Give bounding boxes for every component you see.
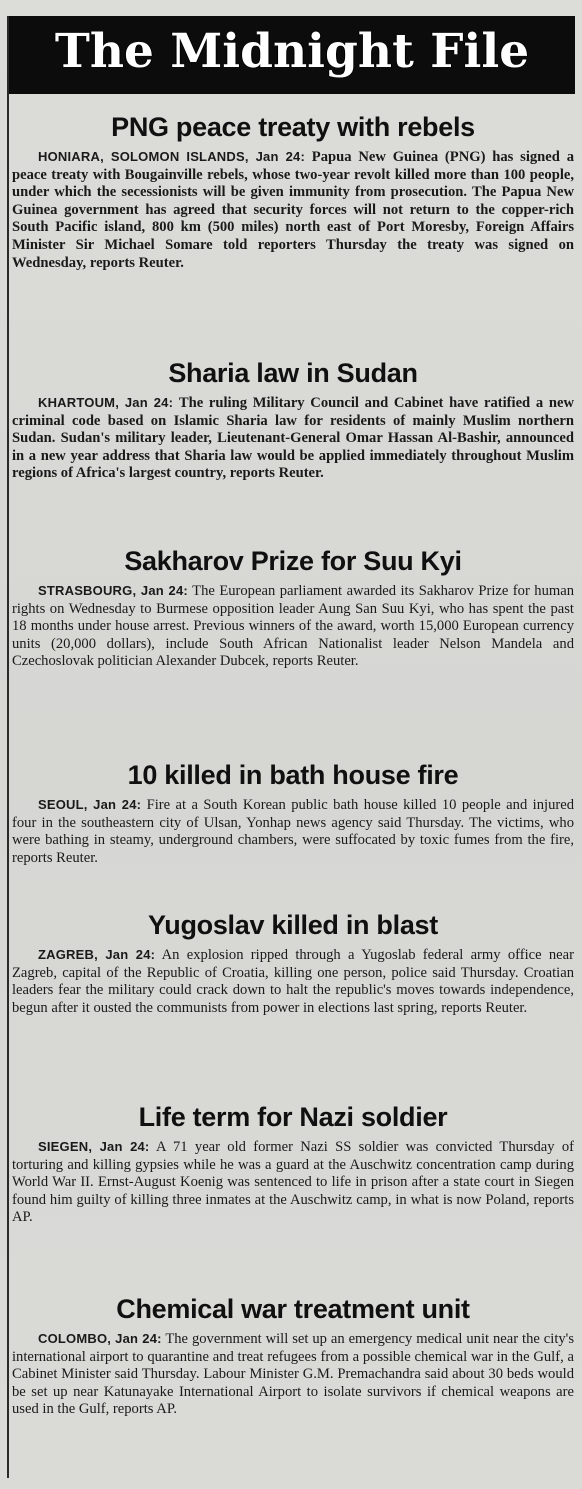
news-story: [12, 356, 574, 483]
story-dateline: SEOUL, Jan 24:: [38, 797, 142, 812]
story-body: [12, 1330, 574, 1419]
story-text: The European parliament awarded its Sakharov Prize for human rights on Wednesday to Burmese opposition leader Aung San Suu Kyi, who has spent the past 18 months under house arrest. Previous winners of the award, worth 15,000 European currency units (20,000 dollars), include South African Nationalist leader Nelson Mandela and Czechoslovak politician Alexander Dubcek, reports Reuter.: [12, 583, 575, 670]
story-text: Papua New Guinea (PNG) has signed a peace treaty with Bougainville rebels, whose two-year revolt killed more than 100 people, under which the secessionists will be given immunity from prosecution. The Papua New Guinea government has agreed that security forces will not return to the copper-rich South Pacific island, 800 km (500 miles) north east of Port Moresby, Foreign Affairs Minister Sir Michael Somare told reporters Thursday the treaty was signed on Wednesday, reports Reuter.: [12, 149, 574, 271]
news-story: [12, 908, 574, 1017]
story-dateline: COLOMBO, Jan 24:: [38, 1331, 162, 1346]
story-dateline: STRASBOURG, Jan 24:: [38, 583, 188, 598]
story-headline: PNG peace treaty with rebels: [111, 112, 475, 142]
story-body: [12, 946, 574, 1017]
story-dateline: SIEGEN, Jan 24:: [38, 1139, 150, 1154]
story-headline: Sharia law in Sudan: [168, 358, 418, 388]
story-dateline: HONIARA, SOLOMON ISLANDS, Jan 24:: [38, 149, 305, 164]
masthead-title: The Midnight File: [54, 24, 530, 79]
story-body: [12, 796, 574, 867]
story-headline: Sakharov Prize for Suu Kyi: [124, 546, 462, 576]
story-body: [12, 394, 574, 483]
story-text: An explosion ripped through a Yugoslab federal army office near Zagreb, capital of the Republic of Croatia, killing one person, police said Thursday. Croatian leaders fear the military could crack down to halt the republic's moves towards independence, begun after it ousted the communists from power in elections last spring, reports Reuter.: [12, 947, 574, 1016]
story-body: [12, 582, 574, 671]
story-text: A 71 year old former Nazi SS soldier was convicted Thursday of torturing and killing gypsies while he was a guard at the Auschwitz concentration camp during World War II. Ernst-August Koenig was sentenced to life in prison after a state court in Siegen found him guilty of killing three inmates at the Auschwitz camp, in what is now Poland, reports AP.: [12, 1139, 575, 1226]
story-headline: 10 killed in bath house fire: [127, 760, 459, 790]
story-text: The ruling Military Council and Cabinet have ratified a new criminal code based on Islamic Sharia law for residents of mainly Muslim northern Sudan. Sudan's military leader, Lieutenant-General Omar Hassan Al-Bashir, announced in a new year address that Sharia law would be applied immediately throughout Muslim regions of Africa's largest country, reports Reuter.: [12, 395, 575, 482]
story-text: The government will set up an emergency medical unit near the city's international airport to quarantine and treat refugees from a possible chemical war in the Gulf, a Cabinet Minister said Thursday. Labour Minister G.M. Premachandra said about 30 beds would be set up near Katunayake International Airport to isolate survivors if chemical weapons are used in the Gulf, reports AP.: [12, 1331, 574, 1418]
news-story: [12, 758, 574, 867]
story-dateline: ZAGREB, Jan 24:: [38, 947, 156, 962]
news-story: [12, 1100, 574, 1227]
story-headline: Life term for Nazi soldier: [138, 1102, 448, 1132]
story-body: [12, 148, 574, 272]
story-text: Fire at a South Korean public bath house killed 10 people and injured four in the southeastern city of Ulsan, Yonhap news agency said Thursday. The victims, who were bathing in steamy, underground chambers, were suffocated by toxic fumes from the fire, reports Reuter.: [12, 797, 575, 866]
news-story: [12, 544, 574, 671]
masthead: [9, 16, 575, 94]
news-story: [12, 1292, 574, 1419]
story-dateline: KHARTOUM, Jan 24:: [38, 395, 174, 410]
story-headline: Yugoslav killed in blast: [148, 910, 438, 940]
story-body: [12, 1138, 574, 1227]
left-column-rule: [7, 16, 9, 1478]
story-headline: Chemical war treatment unit: [116, 1294, 470, 1324]
news-story: [12, 110, 574, 272]
